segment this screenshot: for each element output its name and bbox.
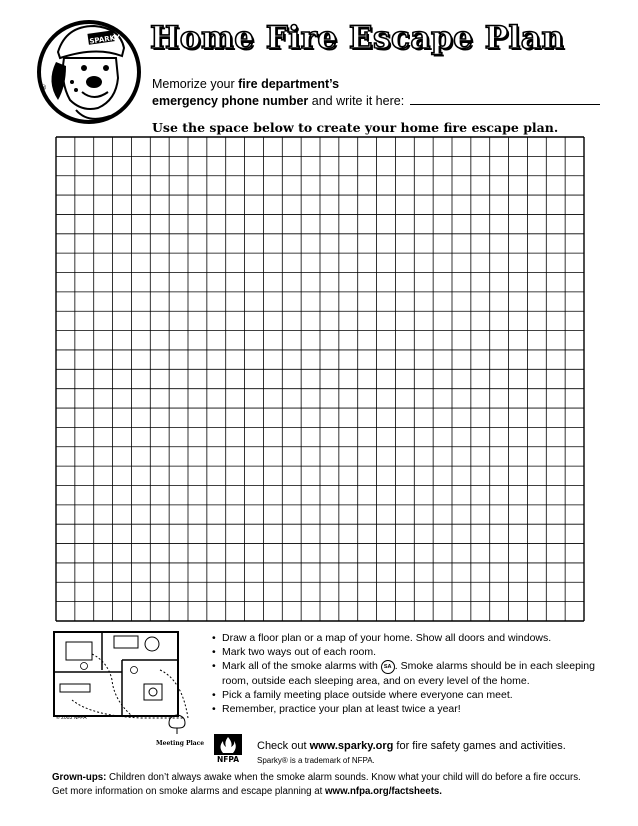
- trademark-notice: Sparky® is a trademark of NFPA.: [257, 756, 375, 765]
- smoke-alarm-prefix: Mark all of the smoke alarms with: [222, 660, 381, 673]
- instruction-item: • Remember, practice your plan at least twice a year!: [212, 702, 612, 716]
- nfpa-logo: [213, 733, 243, 763]
- memorize-bold-phone-number: emergency phone number: [152, 94, 309, 108]
- smoke-alarm-icon: SA: [381, 660, 395, 674]
- sparky-badge-text: SPARKY: [88, 33, 121, 46]
- grownups-label: Grown-ups:: [52, 772, 107, 783]
- nfpa-logo-text: NFPA: [216, 755, 240, 763]
- sparky-logo: [36, 12, 142, 130]
- sample-floor-plan: [52, 630, 194, 722]
- registered-mark: ®: [40, 84, 47, 92]
- plan-copyright: © 2003 NFPA: [56, 715, 87, 721]
- memorize-prefix: Memorize your: [152, 77, 239, 91]
- smoke-alarm-placement-text: Smoke alarms should be in each sleeping room, outside each sleeping area, and on every level of the home.: [222, 660, 595, 687]
- sparky-link[interactable]: www.sparky.org: [309, 740, 394, 752]
- grownups-text: Children don’t always awake when the smoke alarm sounds. Know what your child will do before a fire occurs.: [106, 772, 581, 783]
- instruction-item: [212, 659, 612, 687]
- check-out-suffix: for fire safety games and activities.: [393, 740, 566, 752]
- phone-number-blank[interactable]: [410, 104, 600, 105]
- page-title: Home Fire Escape Plan: [150, 20, 565, 56]
- instruction-item: • Pick a family meeting place outside where everyone can meet.: [212, 688, 612, 702]
- instruction-list: [212, 631, 612, 716]
- grownups-note: [52, 771, 632, 798]
- smoke-alarm-suffix: .: [394, 660, 401, 673]
- memorize-bold-fire-department: fire department’s: [238, 77, 340, 91]
- nfpa-factsheets-link[interactable]: www.nfpa.org/factsheets.: [325, 785, 443, 797]
- grid-subtitle: Use the space below to create your home fire escape plan.: [152, 120, 559, 135]
- memorize-suffix: and write it here:: [308, 94, 405, 108]
- sparky-site-promo: [257, 740, 566, 752]
- instruction-item: • Mark two ways out of each room.: [212, 645, 612, 659]
- instruction-item: • Draw a floor plan or a map of your home. Show all doors and windows.: [212, 631, 612, 645]
- check-out-prefix: Check out: [257, 740, 310, 752]
- drawing-grid[interactable]: [55, 136, 585, 622]
- more-info-text: Get more information on smoke alarms and escape planning at: [52, 785, 326, 797]
- meeting-place-label: Meeting Place: [156, 740, 205, 747]
- phone-instruction: [152, 76, 600, 110]
- tree-icon: [166, 713, 188, 735]
